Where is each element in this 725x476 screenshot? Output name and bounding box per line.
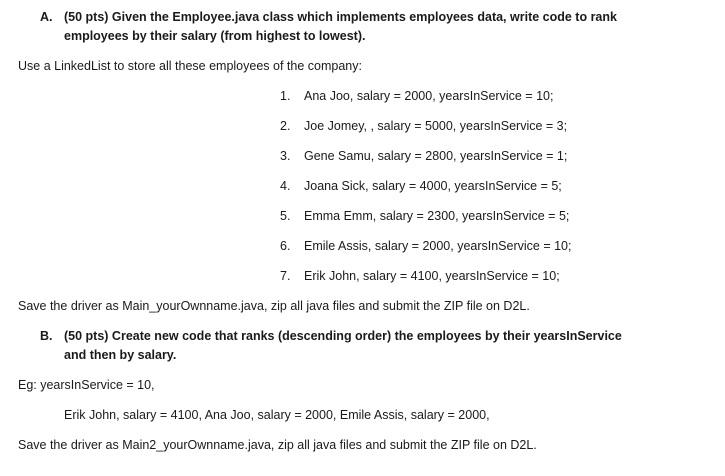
list-number: 4. — [280, 179, 291, 193]
part-b-line-1: (50 pts) Create new code that ranks (descending order) the employees by their yearsInService — [64, 329, 622, 343]
employee-text: Emma Emm, salary = 2300, yearsInService = 5; — [304, 209, 570, 223]
employee-text: Ana Joo, salary = 2000, yearsInService = 10; — [304, 89, 554, 103]
example-text: Erik John, salary = 4100, Ana Joo, salary = 2000, Emile Assis, salary = 2000, — [64, 408, 490, 422]
employee-text: Gene Samu, salary = 2800, yearsInService = 1; — [304, 149, 568, 163]
part-a-line-1: (50 pts) Given the Employee.java class which implements employees data, write code to rank — [64, 10, 617, 24]
list-item — [280, 87, 572, 117]
list-item — [280, 117, 572, 147]
part-a-line-2: employees by their salary (from highest to lowest). — [64, 29, 366, 43]
employee-list — [280, 87, 572, 297]
list-item — [280, 207, 572, 237]
list-item — [280, 147, 572, 177]
list-number: 7. — [280, 269, 291, 283]
save-instruction-a: Save the driver as Main_yourOwnname.java, zip all java files and submit the ZIP file on D2L. — [18, 299, 530, 313]
part-b-line-2: and then by salary. — [64, 348, 177, 362]
list-number: 5. — [280, 209, 291, 223]
list-item — [280, 237, 572, 267]
list-number: 6. — [280, 239, 291, 253]
list-item — [280, 267, 572, 297]
list-item — [280, 177, 572, 207]
list-number: 3. — [280, 149, 291, 163]
part-b-letter: B. — [40, 329, 53, 343]
employee-text: Erik John, salary = 4100, yearsInService = 10; — [304, 269, 560, 283]
example-label: Eg: yearsInService = 10, — [18, 378, 155, 392]
intro-text: Use a LinkedList to store all these employees of the company: — [18, 59, 362, 73]
list-number: 2. — [280, 119, 291, 133]
employee-text: Joana Sick, salary = 4000, yearsInService = 5; — [304, 179, 562, 193]
employee-text: Joe Jomey, , salary = 5000, yearsInService = 3; — [304, 119, 568, 133]
save-instruction-b: Save the driver as Main2_yourOwnname.java, zip all java files and submit the ZIP file on D2L. — [18, 438, 537, 452]
part-a-letter: A. — [40, 10, 53, 24]
list-number: 1. — [280, 89, 291, 103]
employee-text: Emile Assis, salary = 2000, yearsInService = 10; — [304, 239, 572, 253]
